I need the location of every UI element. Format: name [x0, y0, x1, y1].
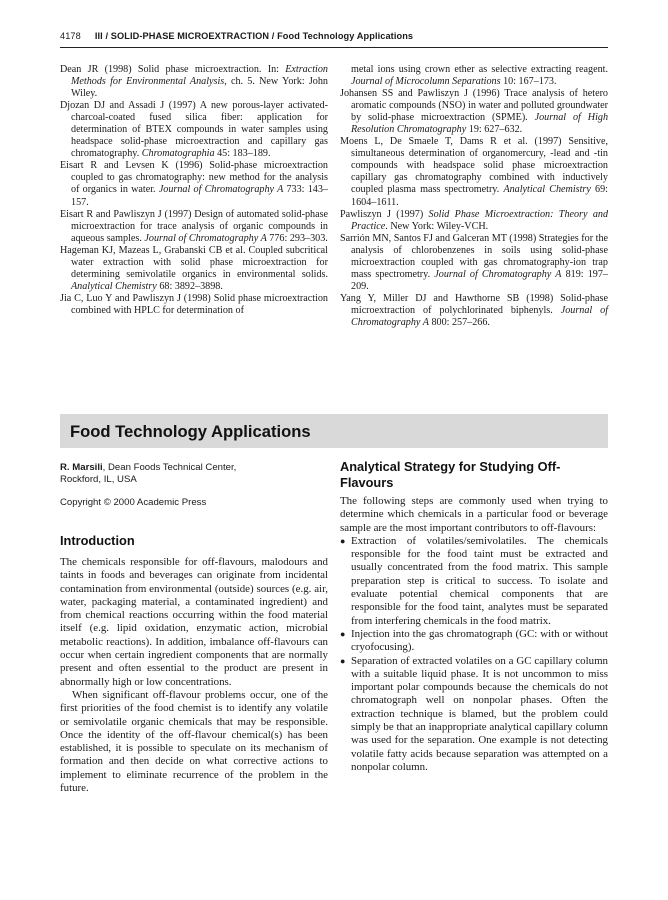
author-block [60, 462, 328, 486]
intro-paragraph: The chemicals responsible for off-flavours, malodours and taints in foods and beverages can originate from incidental contamination from environmental (outside) sources (e.g. air, water, packaging material, a contaminated ingredient) and from chemical reactions occurring within the food material itself (e.g. lipid oxidation, enzymatic action, microbial metabolic reactions). In addition, imbalance off-flavours can occur when certain ingredient components that are normally present and often essential to the product are present in abnormally high or low concentrations. [60, 556, 328, 688]
reference-entry: Moens L, De Smaele T, Dams R et al. (1997) Sensitive, simultaneous determination of organomercury, -lead and -tin compounds with headspace solid phase microextraction capillary gas chromatography combined with inductively coupled plasma mass spectrometry. Analytical Chemistry 69: 1604–1611. [340, 136, 608, 208]
author-affiliation: , Dean Foods Technical Center, [102, 462, 237, 473]
running-head [60, 31, 608, 45]
reference-entry: Dean JR (1998) Solid phase microextraction. In: Extraction Methods for Environmental Analysis, ch. 5. New York: John Wiley. [60, 64, 328, 100]
copyright-line: Copyright © 2000 Academic Press [60, 497, 207, 508]
header-rule [60, 47, 608, 48]
reference-entry: Johansen SS and Pawliszyn J (1996) Trace analysis of hetero aromatic compounds (NSO) in water and polluted groundwater by solid-phase microextraction (SPME). Journal of High Resolution Chromatography 19: 627–632. [340, 88, 609, 136]
references-right-column [340, 64, 608, 329]
strategy-steps-list [340, 535, 608, 774]
references-left-column [60, 64, 328, 317]
reference-entry: Jia C, Luo Y and Pawliszyn J (1998) Solid phase microextraction combined with HPLC for determination of [60, 292, 328, 316]
analytical-strategy-body [340, 495, 608, 774]
analytical-strategy-heading: Analytical Strategy for Studying Off-Flavours [340, 459, 561, 490]
bullet-icon: ● [340, 655, 346, 666]
author-name: R. Marsili [60, 462, 103, 473]
author-location: Rockford, IL, USA [60, 474, 137, 486]
reference-entry: Hageman KJ, Mazeas L, Grabanski CB et al. Coupled subcritical water extraction with solid phase microextraction for determining semivolatile organics in environmental solids. Analytical Chemistry 68: 3892–3898. [60, 244, 328, 292]
list-item: ● Injection into the gas chromatograph (GC: with or without cryofocusing). [340, 627, 608, 654]
bullet-icon: ● [340, 535, 346, 546]
bullet-icon: ● [340, 628, 346, 639]
reference-entry-continued: metal ions using crown ether as selective extracting reagent. Journal of Microcolumn Separations 10: 167–173. [351, 64, 608, 88]
list-item: ● Extraction of volatiles/semivolatiles. The chemicals responsible for the food taint must be extracted and usually concentrated from the food matrix. This sample preparation step is critical to success. To isolate and evaluate potential chemical components that are responsible for the food taint, analytes must be separated from interfering chemicals in the food matrix. [340, 534, 608, 627]
introduction-heading: Introduction [60, 533, 135, 548]
page-number: 4178 [60, 31, 81, 41]
intro-paragraph: When significant off-flavour problems occur, one of the first priorities of the food chemist is to identify any volatile or semivolatile organic chemicals that may be responsible. Once the identity of the off-flavour chemical(s) has been established, it is possible to speculate on its mechanism of formation and then decide on what corrective actions to implement to eliminate recurrence of the problem in the future. [60, 688, 328, 795]
reference-entry: Pawliszyn J (1997) Solid Phase Microextraction: Theory and Practice. New York: Wiley-VCH. [340, 208, 609, 232]
strategy-lead-paragraph: The following steps are commonly used when trying to determine which chemicals in a particular food or beverage sample are the most important contributors to off-flavours: [340, 495, 608, 534]
reference-entry: Sarrión MN, Santos FJ and Galceran MT (1998) Strategies for the analysis of chlorobenzenes in soils using solid-phase microextraction coupled with gas chromatography-ion trap mass spectrometry. Journal of Chromatography A 819: 197–209. [340, 232, 608, 292]
reference-entry: Eisart R and Pawliszyn J (1997) Design of automated solid-phase microextraction for trace analysis of organic compounds in aqueous samples. Journal of Chromatography A 776: 293–303. [60, 208, 328, 244]
article-title: Food Technology Applications [70, 422, 311, 441]
reference-entry: Djozan DJ and Assadi J (1997) A new porous-layer activated-charcoal-coated fused silica fiber: application for determination of BTEX compounds in water samples using headspace solid-phase microextraction and capillary gas chromatography. Chromatographia 45: 183–189. [60, 100, 328, 160]
reference-entry: Yang Y, Miller DJ and Hawthorne SB (1998) Solid-phase microextraction of polychlorinated biphenyls. Journal of Chromatography A 800: 257–266. [340, 292, 609, 328]
article-title-banner [60, 414, 608, 448]
list-item: ● Separation of extracted volatiles on a GC capillary column with a suitable liquid phase. It is not uncommon to miss important polar compounds because the chemicals do not chromatograph well on nonpolar phases. Often the extraction technique is blamed, but the problem could simply be that an inappropriate analytical capillary column was used for the separation. One example is not detecting volatile fatty acids because separation was attempted on a nonpolar column. [340, 654, 608, 773]
running-head-text: III / SOLID-PHASE MICROEXTRACTION / Food Technology Applications [94, 31, 414, 41]
reference-entry: Eisart R and Levsen K (1996) Solid-phase microextraction coupled to gas chromatography: new method for the analysis of organics in water. Journal of Chromatography A 733: 143–157. [60, 160, 328, 208]
introduction-body [60, 556, 328, 795]
